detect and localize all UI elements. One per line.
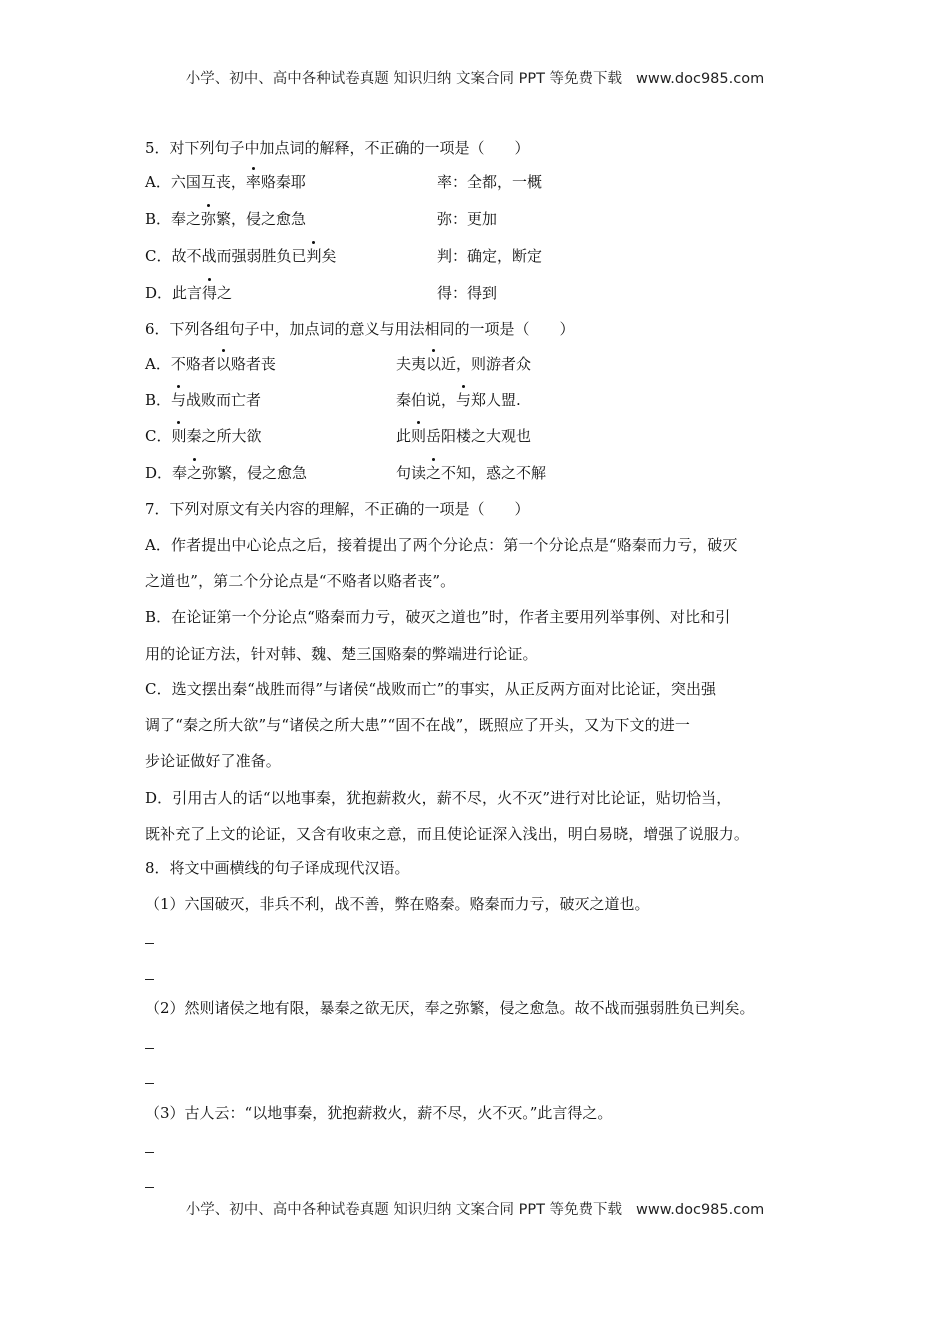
q5-option-c: C．故不战而强弱胜负已判矣 xyxy=(145,247,337,265)
q7-stem: 7．下列对原文有关内容的理解，不正确的一项是（ ） xyxy=(145,500,530,518)
q7-line: A．作者提出中心论点之后，接着提出了两个分论点：第一个分论点是“赂秦而力亏，破灭 xyxy=(145,536,738,554)
q5-option-a: A．六国互丧，率赂秦耶 xyxy=(145,173,306,191)
emphasis-dot-char: 之 xyxy=(426,464,442,482)
footer-text: 小学、初中、高中各种试卷真题 知识归纳 文案合同 PPT 等免费下载 xyxy=(185,1202,623,1218)
emphasis-dot-char: 与 xyxy=(171,391,187,409)
q7-line: 调了“秦之所大欲”与“诸侯之所大患”“固不在战”，既照应了开头，又为下文的进一 xyxy=(145,716,690,734)
q6-option-c-right: 此则岳阳楼之大观也 xyxy=(396,427,532,445)
emphasis-dot-char: 率 xyxy=(245,173,261,191)
q6-option-b-left: B．与战败而亡者 xyxy=(145,391,262,409)
q7-line: 用的论证方法，针对韩、魏、楚三国赂秦的弊端进行论证。 xyxy=(145,645,538,663)
emphasis-dot-char: 则 xyxy=(171,427,187,445)
answer-blank-line[interactable] xyxy=(145,979,154,980)
q6-option-d-right: 句读之不知，惑之不解 xyxy=(396,464,547,482)
q5-option-d: D．此言得之 xyxy=(145,284,233,302)
emphasis-dot-char: 以 xyxy=(426,355,442,373)
q8-stem: 8．将文中画横线的句子译成现代汉语。 xyxy=(145,859,410,877)
footer-url[interactable]: www.doc985.com xyxy=(636,1202,765,1218)
q5-stem: 5．对下列句子中加点词的解释，不正确的一项是（ ） xyxy=(145,139,530,157)
q7-line: 之道也”，第二个分论点是“不赂者以赂者丧”。 xyxy=(145,572,456,590)
q6-option-a-right: 夫夷以近，则游者众 xyxy=(396,355,532,373)
q8-item-3: （3）古人云：“以地事秦，犹抱薪救火，薪不尽，火不灭。”此言得之。 xyxy=(145,1104,613,1122)
emphasis-dot-char: 弥 xyxy=(201,210,217,228)
page-header xyxy=(0,67,950,88)
q7-line: C．选文摆出秦“战胜而得”与诸侯“战败而亡”的事实，从正反两方面对比论证，突出强 xyxy=(145,680,717,698)
q5-option-c-explanation: 判：确定，断定 xyxy=(437,247,543,265)
q7-line: B．在论证第一个分论点“赂秦而力亏，破灭之道也”时，作者主要用列举事例、对比和引 xyxy=(145,608,731,626)
emphasis-dot-char: 与 xyxy=(456,391,472,409)
answer-blank-line[interactable] xyxy=(145,1083,154,1084)
emphasis-dot-char: 之 xyxy=(187,464,203,482)
q8-item-1: （1）六国破灭，非兵不利，战不善，弊在赂秦。赂秦而力亏，破灭之道也。 xyxy=(145,895,650,913)
q5-option-a-explanation: 率：全都，一概 xyxy=(437,173,543,191)
emphasis-dot-char: 以 xyxy=(215,355,231,373)
q5-option-b-explanation: 弥：更加 xyxy=(437,210,498,228)
emphasis-dot-char: 则 xyxy=(411,427,427,445)
header-text: 小学、初中、高中各种试卷真题 知识归纳 文案合同 PPT 等免费下载 xyxy=(185,71,623,87)
q5-option-d-explanation: 得：得到 xyxy=(437,284,498,302)
q5-option-b: B．奉之弥繁，侵之愈急 xyxy=(145,210,307,228)
q6-option-a-left: A．不赂者以赂者丧 xyxy=(145,355,276,373)
q6-option-c-left: C．则秦之所大欲 xyxy=(145,427,262,445)
answer-blank-line[interactable] xyxy=(145,1048,154,1049)
answer-blank-line[interactable] xyxy=(145,1187,154,1188)
q6-stem: 6．下列各组句子中，加点词的意义与用法相同的一项是（ ） xyxy=(145,320,575,338)
answer-blank-line[interactable] xyxy=(145,1152,154,1153)
answer-blank-line[interactable] xyxy=(145,943,154,944)
header-url[interactable]: www.doc985.com xyxy=(636,71,765,87)
emphasis-dot-char: 得 xyxy=(202,284,218,302)
q8-item-2: （2）然则诸侯之地有限，暴秦之欲无厌，奉之弥繁，侵之愈急。故不战而强弱胜负已判矣。 xyxy=(145,999,755,1017)
page-footer xyxy=(0,1198,950,1219)
q7-line: D．引用古人的话“以地事秦，犹抱薪救火，薪不尽，火不灭”进行对比论证，贴切恰当， xyxy=(145,789,732,807)
q6-option-b-right: 秦伯说，与郑人盟. xyxy=(396,391,521,409)
q7-line: 步论证做好了准备。 xyxy=(145,752,281,770)
q6-option-d-left: D．奉之弥繁，侵之愈急 xyxy=(145,464,308,482)
emphasis-dot-char: 判 xyxy=(306,247,322,265)
q7-line: 既补充了上文的论证，又含有收束之意，而且使论证深入浅出，明白易晓，增强了说服力。 xyxy=(145,825,750,843)
